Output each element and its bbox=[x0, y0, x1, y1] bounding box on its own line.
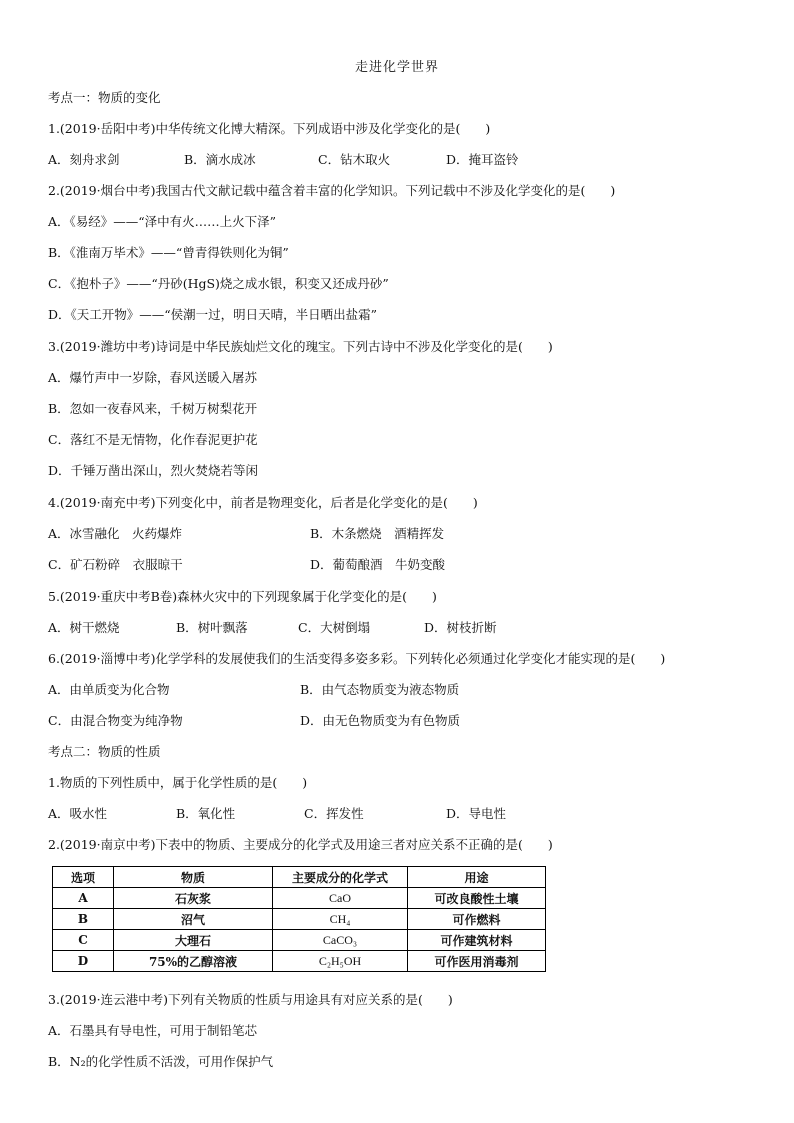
question-stem: 2.(2019·烟台中考)我国古代文献记载中蕴含着丰富的化学知识。下列记载中不涉及化学变化的是( ) bbox=[48, 183, 616, 198]
substance-table bbox=[52, 866, 546, 972]
option-c: C．矿石粉碎 衣服晾干 bbox=[48, 557, 183, 572]
table-cell: CH₄ bbox=[273, 909, 408, 930]
option-b: B．滴水成冰 bbox=[184, 152, 256, 167]
table-header-row bbox=[53, 867, 546, 888]
option-a: A．树干燃烧 bbox=[48, 620, 120, 635]
option-d: D．由无色物质变为有色物质 bbox=[300, 713, 461, 728]
option-b: B．树叶飘落 bbox=[176, 620, 248, 635]
option-b: B．忽如一夜春风来，千树万树梨花开 bbox=[48, 401, 258, 416]
option-c: C．落红不是无情物，化作春泥更护花 bbox=[48, 432, 258, 447]
option-a: A．爆竹声中一岁除，春风送暖入屠苏 bbox=[48, 370, 258, 385]
question-stem: 4.(2019·南充中考)下列变化中，前者是物理变化，后者是化学变化的是( ) bbox=[48, 495, 478, 510]
option-c: C．钻木取火 bbox=[318, 152, 391, 167]
table-cell: CaO bbox=[273, 888, 408, 909]
option-a: A．《易经》——“泽中有火……上火下泽” bbox=[48, 214, 277, 229]
table-header: 选项 bbox=[53, 867, 114, 888]
option-a: A．刻舟求剑 bbox=[48, 152, 120, 167]
option-a: A．冰雪融化 火药爆炸 bbox=[48, 526, 183, 541]
option-c: C．挥发性 bbox=[304, 806, 364, 821]
table-cell: A bbox=[53, 888, 114, 909]
question-stem: 6.(2019·淄博中考)化学学科的发展使我们的生活变得多姿多彩。下列转化必须通过化学变化才能实现的是( ) bbox=[48, 651, 666, 666]
option-b: B．木条燃烧 酒精挥发 bbox=[310, 526, 445, 541]
table-cell: 可改良酸性土壤 bbox=[408, 888, 546, 909]
question-stem: 2.(2019·南京中考)下表中的物质、主要成分的化学式及用途三者对应关系不正确的是( ) bbox=[48, 837, 553, 852]
table-row bbox=[53, 930, 546, 951]
option-d: D．《天工开物》——“侯潮一过，明日天晴，半日晒出盐霜” bbox=[48, 307, 378, 322]
option-b: B．N₂的化学性质不活泼，可用作保护气 bbox=[48, 1054, 274, 1069]
table-cell: 沼气 bbox=[114, 909, 273, 930]
table-row bbox=[53, 888, 546, 909]
section-heading-properties: 考点二：物质的性质 bbox=[48, 744, 161, 759]
option-c: C．大树倒塌 bbox=[298, 620, 371, 635]
table-cell: 可作建筑材料 bbox=[408, 930, 546, 951]
option-a: A．由单质变为化合物 bbox=[48, 682, 170, 697]
section-heading-changes: 考点一：物质的变化 bbox=[48, 90, 161, 105]
table-cell: CaCO₃ bbox=[273, 930, 408, 951]
table-cell: 75%的乙醇溶液 bbox=[114, 951, 273, 972]
option-d: D．导电性 bbox=[446, 806, 507, 821]
question-stem: 1.物质的下列性质中，属于化学性质的是( ) bbox=[48, 775, 308, 790]
option-d: D．掩耳盗铃 bbox=[446, 152, 519, 167]
question-stem: 1.(2019·岳阳中考)中华传统文化博大精深。下列成语中涉及化学变化的是( ) bbox=[48, 121, 491, 136]
table-cell: 石灰浆 bbox=[114, 888, 273, 909]
question-stem: 5.(2019·重庆中考B卷)森林火灾中的下列现象属于化学变化的是( ) bbox=[48, 589, 437, 604]
option-a: A．吸水性 bbox=[48, 806, 108, 821]
table-cell: 可作医用消毒剂 bbox=[408, 951, 546, 972]
option-b: B．氧化性 bbox=[176, 806, 236, 821]
table-cell: C₂H₅OH bbox=[273, 951, 408, 972]
table-cell: B bbox=[53, 909, 114, 930]
table-row bbox=[53, 909, 546, 930]
option-c: C．《抱朴子》——“丹砂(HgS)烧之成水银，积变又还成丹砂” bbox=[48, 276, 389, 291]
option-b: B．《淮南万毕术》——“曾青得铁则化为铜” bbox=[48, 245, 289, 260]
option-d: D．千锤万凿出深山，烈火焚烧若等闲 bbox=[48, 463, 259, 478]
table-cell: C bbox=[53, 930, 114, 951]
option-c: C．由混合物变为纯净物 bbox=[48, 713, 183, 728]
table-cell: 大理石 bbox=[114, 930, 273, 951]
table-cell: D bbox=[53, 951, 114, 972]
option-a: A．石墨具有导电性，可用于制铅笔芯 bbox=[48, 1023, 258, 1038]
table-cell: 可作燃料 bbox=[408, 909, 546, 930]
question-stem: 3.(2019·连云港中考)下列有关物质的性质与用途具有对应关系的是( ) bbox=[48, 992, 453, 1007]
question-stem: 3.(2019·潍坊中考)诗词是中华民族灿烂文化的瑰宝。下列古诗中不涉及化学变化的是( ) bbox=[48, 339, 553, 354]
option-d: D．葡萄酿酒 牛奶变酸 bbox=[310, 557, 446, 572]
table-header: 主要成分的化学式 bbox=[273, 867, 408, 888]
option-d: D．树枝折断 bbox=[424, 620, 497, 635]
table-header: 用途 bbox=[408, 867, 546, 888]
table-row bbox=[53, 951, 546, 972]
table-header: 物质 bbox=[114, 867, 273, 888]
option-b: B．由气态物质变为液态物质 bbox=[300, 682, 460, 697]
page-title: 走进化学世界 bbox=[354, 60, 439, 75]
